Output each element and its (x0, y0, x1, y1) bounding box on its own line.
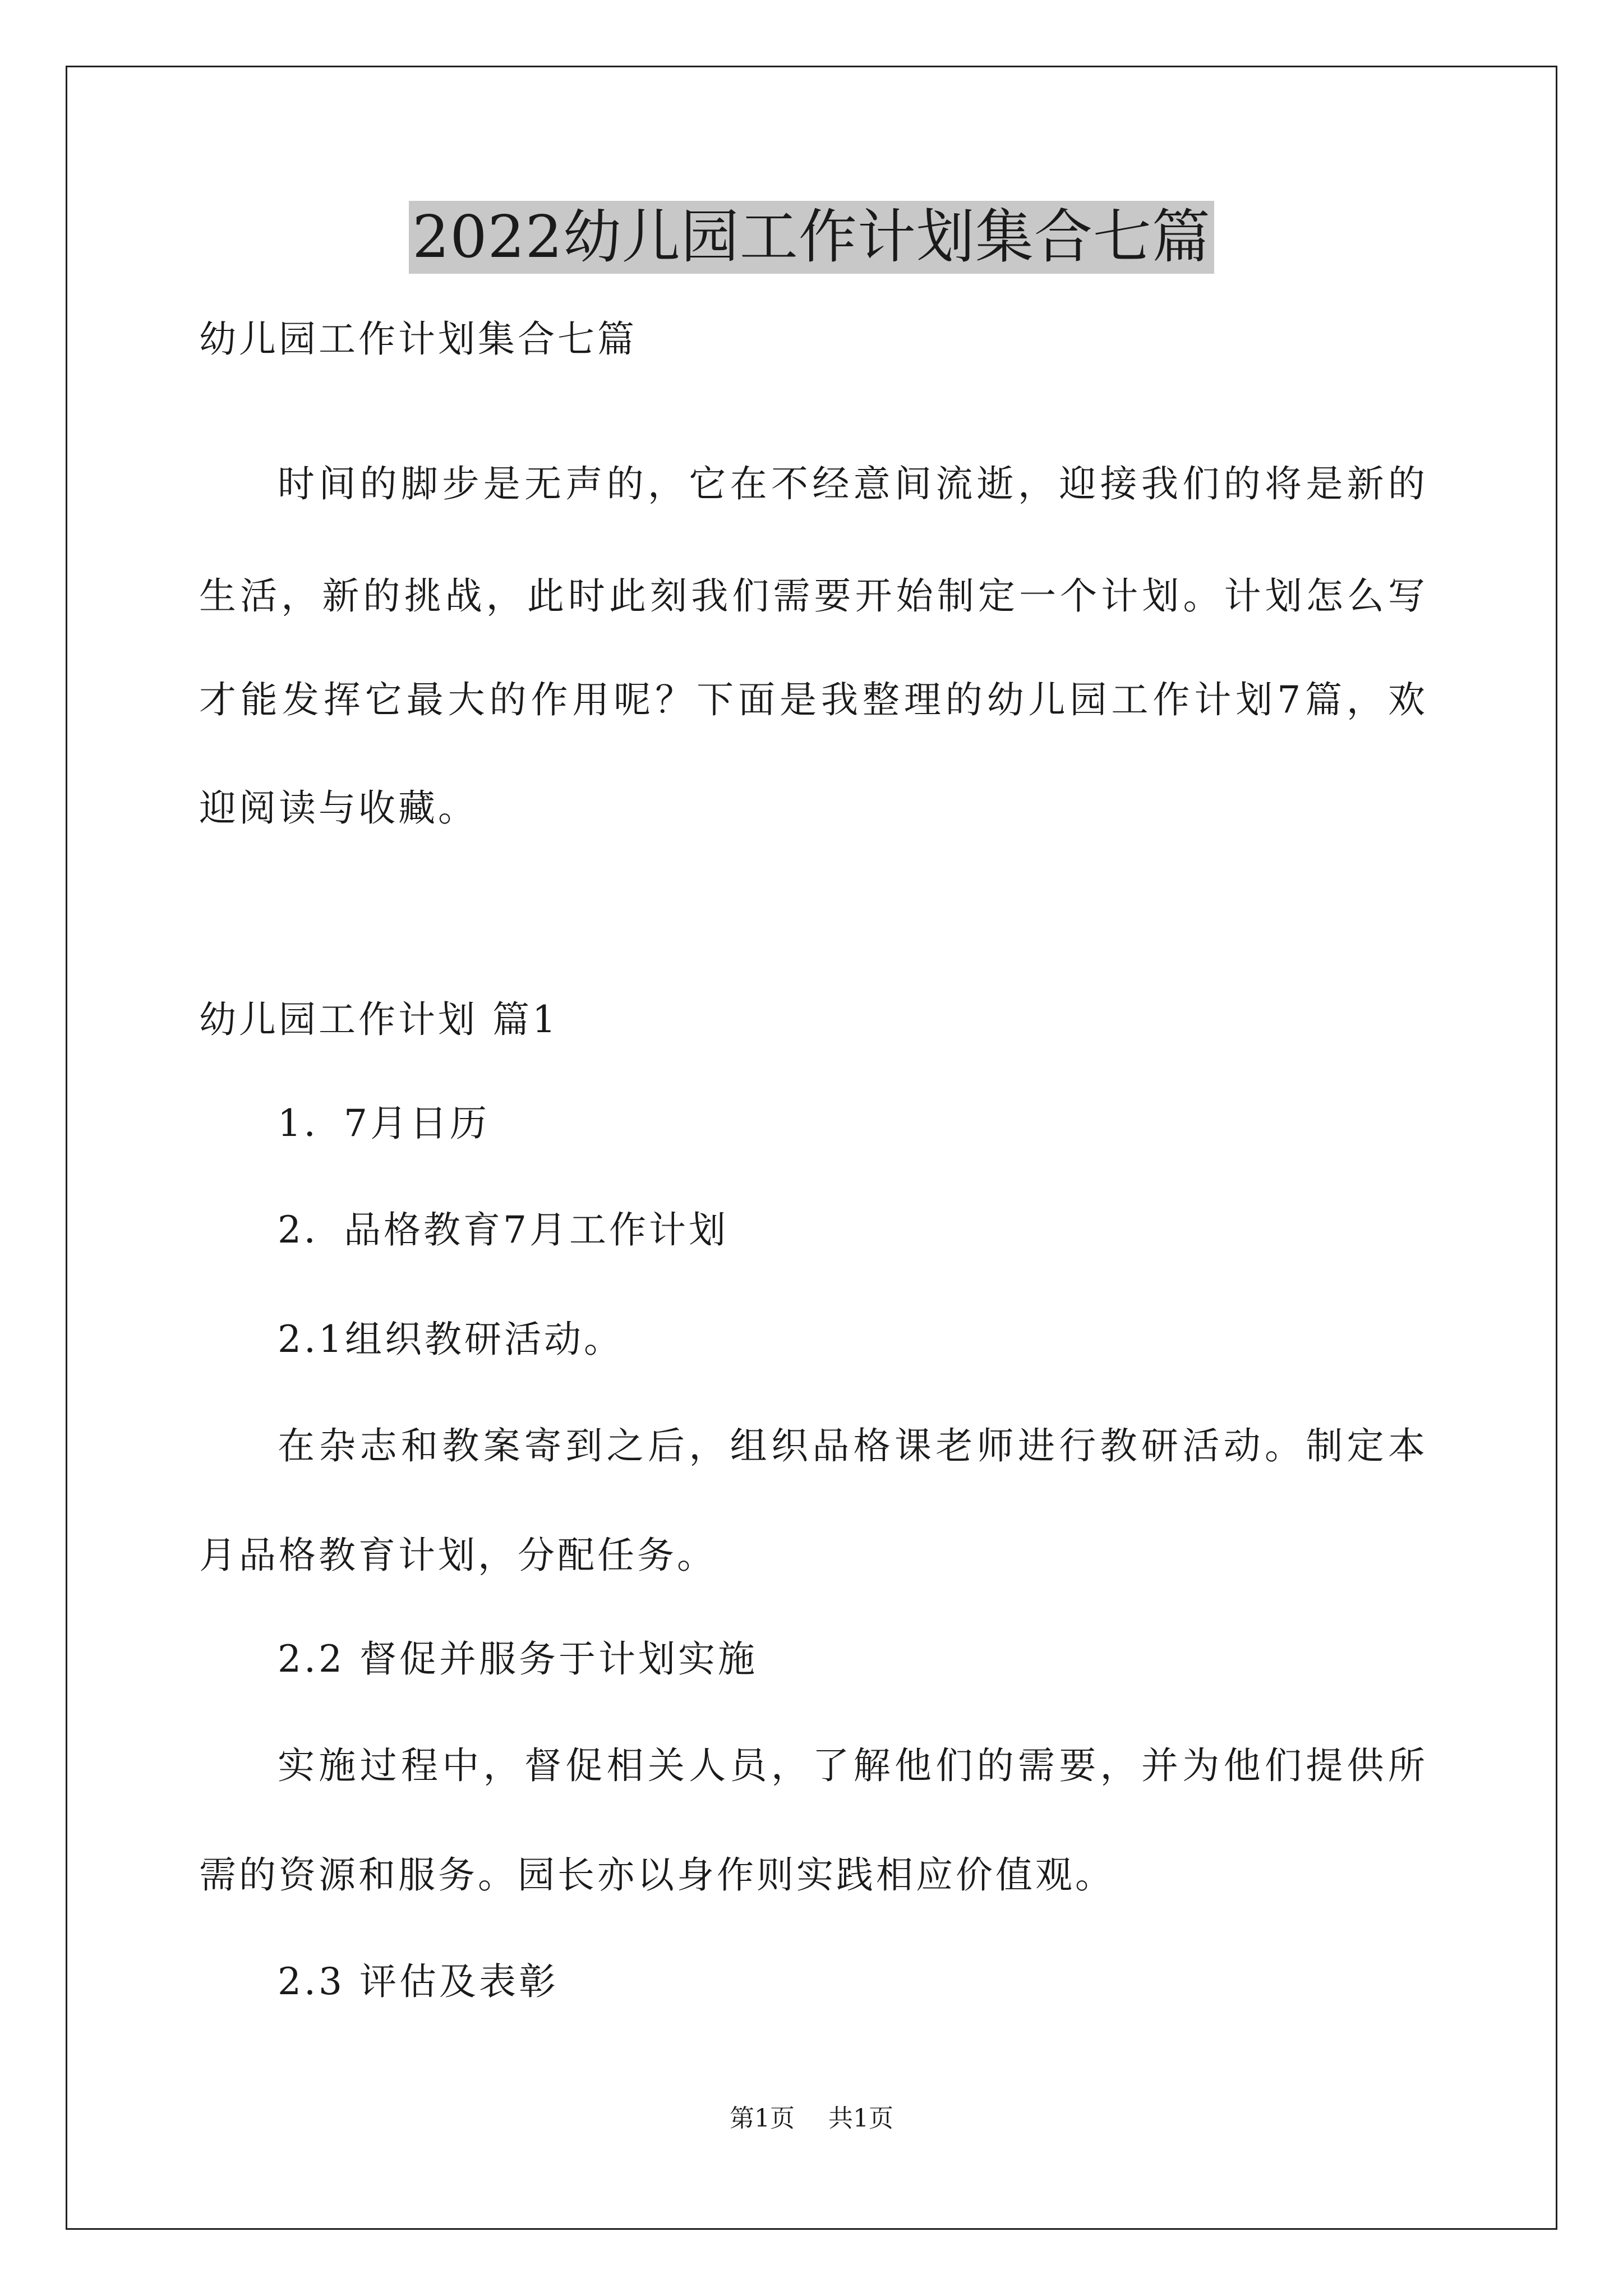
document-title-wrap (0, 201, 1623, 274)
para2-line-2: 需的资源和服务。园长亦以身作则实践相应价值观。 (199, 1853, 1115, 1897)
section-heading: 幼儿园工作计划 篇1 (199, 998, 559, 1041)
page-footer (0, 2098, 1623, 2134)
intro-line-2: 生活，新的挑战，此时此刻我们需要开始制定一个计划。计划怎么写 (199, 574, 1425, 618)
subtitle: 幼儿园工作计划集合七篇 (199, 318, 637, 361)
document-title: 2022幼儿园工作计划集合七篇 (409, 201, 1214, 274)
para2-line-1: 实施过程中，督促相关人员，了解他们的需要，并为他们提供所 (278, 1744, 1425, 1787)
intro-line-3: 才能发挥它最大的作用呢？下面是我整理的幼儿园工作计划7篇，欢 (199, 678, 1425, 721)
list-item-2-1: 2.1组织教研活动。 (278, 1318, 624, 1361)
intro-line-4: 迎阅读与收藏。 (199, 786, 478, 830)
page-number-total: 共1页 (828, 2104, 893, 2133)
para1-line-1: 在杂志和教案寄到之后，组织品格课老师进行教研活动。制定本 (278, 1424, 1425, 1467)
intro-line-1: 时间的脚步是无声的，它在不经意间流逝，迎接我们的将是新的 (278, 462, 1425, 505)
para1-line-2: 月品格教育计划，分配任务。 (199, 1534, 717, 1577)
page-border (66, 66, 1557, 2230)
list-item-2-3: 2.3 评估及表彰 (278, 1960, 559, 2003)
list-item-1: 1．7月日历 (278, 1102, 490, 1145)
list-item-2: 2．品格教育7月工作计划 (278, 1208, 728, 1251)
page-number-current: 第1页 (730, 2104, 795, 2133)
list-item-2-2: 2.2 督促并服务于计划实施 (278, 1637, 758, 1681)
